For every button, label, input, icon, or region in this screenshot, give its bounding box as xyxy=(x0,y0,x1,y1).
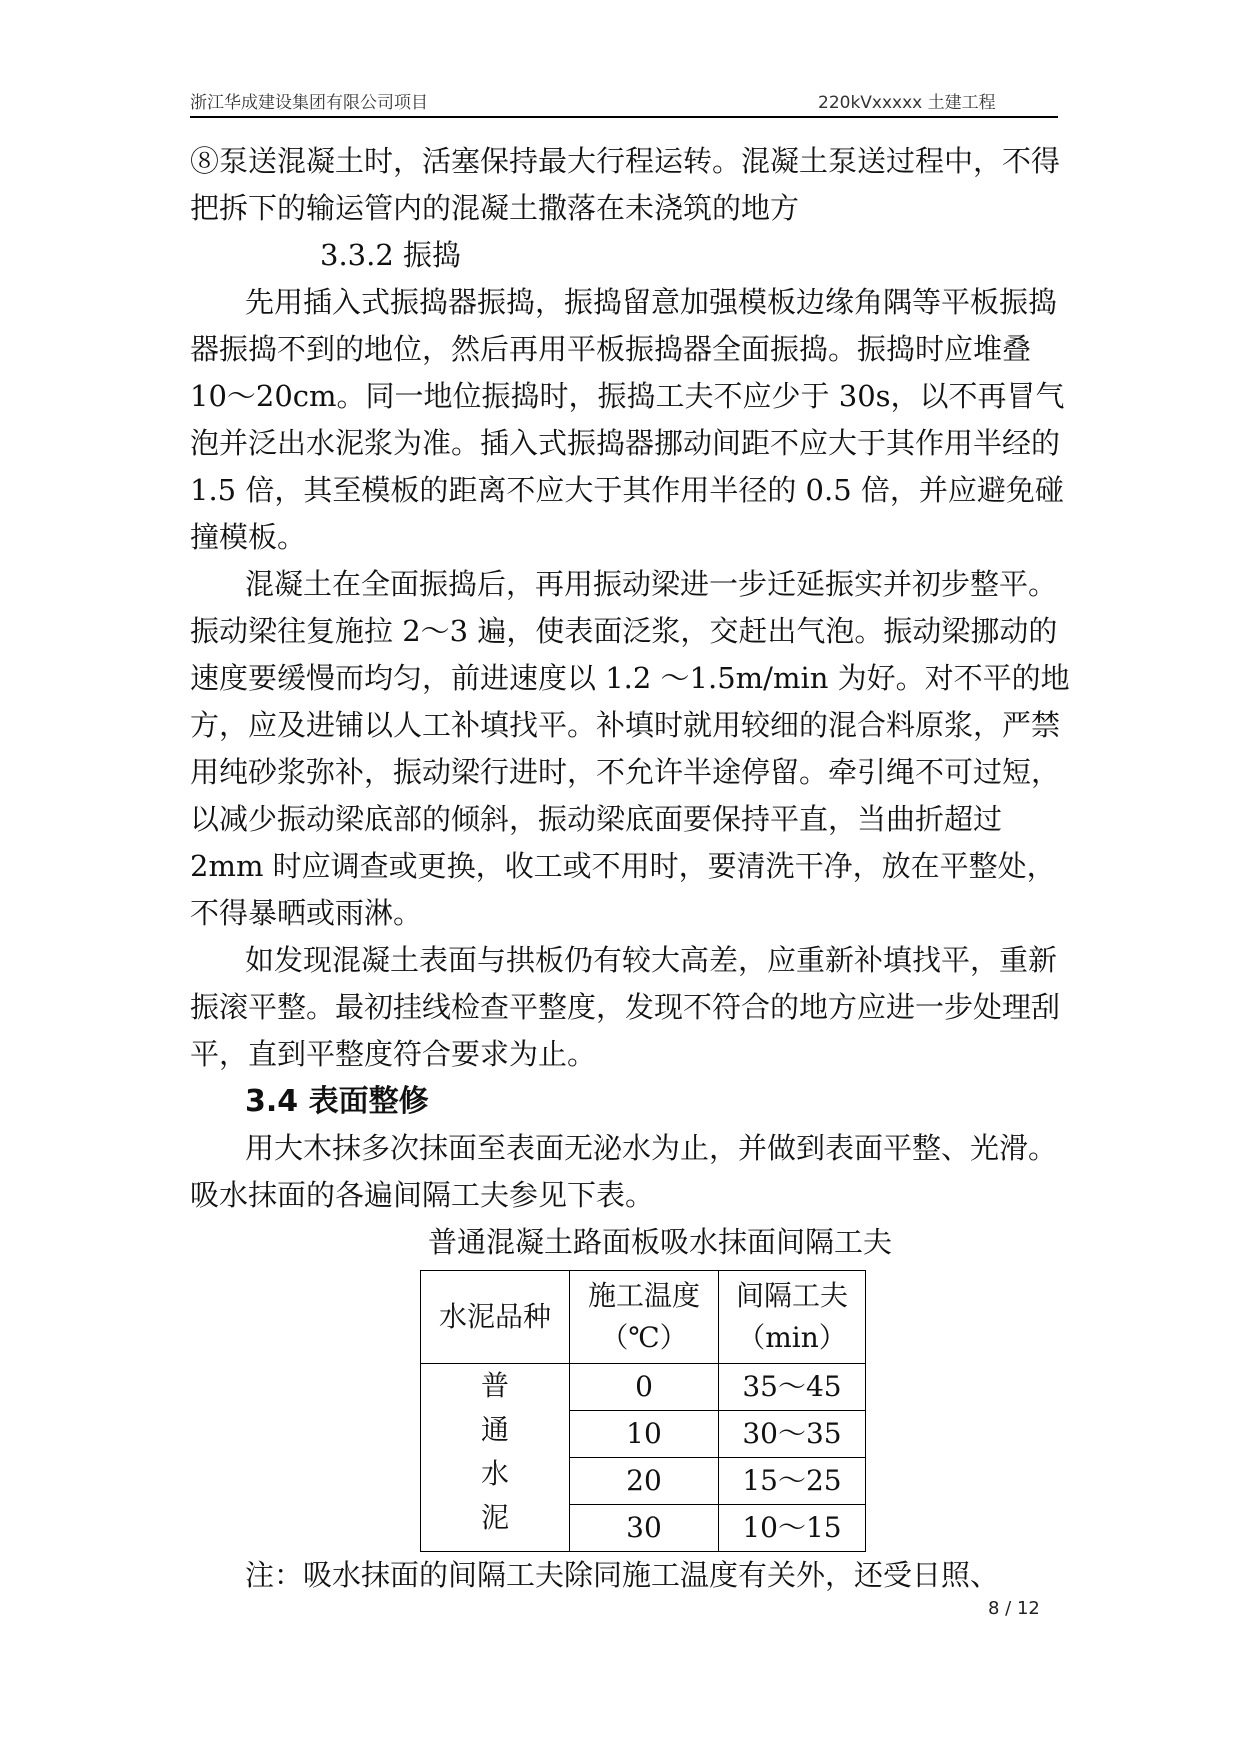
cement-type-char: 普 xyxy=(480,1369,509,1402)
paragraph-pumping: ⑧泵送混凝土时，活塞保持最大行程运转。混凝土泵送过程中，不得把拆下的输运管内的混凝土撒落在未浇筑的地方 xyxy=(190,144,1061,225)
paragraph-surface-finishing: 用大木抹多次抹面至表面无泌水为止，并做到表面平整、光滑。吸水抹面的各遍间隔工夫参见下表。 xyxy=(190,1131,1058,1212)
table-caption: 普通混凝土路面板吸水抹面间隔工夫 xyxy=(427,1225,892,1259)
interval-cell: 15～25 xyxy=(719,1458,866,1505)
table-row xyxy=(421,1364,866,1411)
cement-type-char: 通 xyxy=(480,1413,509,1446)
temperature-cell: 0 xyxy=(570,1364,719,1411)
cement-type-char: 泥 xyxy=(480,1501,509,1534)
header-cell-line: （min） xyxy=(737,1321,847,1354)
header-company: 浙江华成建设集团有限公司项目 xyxy=(190,93,428,113)
temperature-cell: 20 xyxy=(570,1458,719,1505)
header-cell-line: 间隔工夫 xyxy=(735,1279,848,1312)
section-heading-vibration: 3.3.2 振捣 xyxy=(320,238,462,272)
header-cell-line: 水泥品种 xyxy=(438,1300,551,1333)
page-header xyxy=(190,86,1058,118)
temperature-cell: 10 xyxy=(570,1411,719,1458)
interval-cell: 35～45 xyxy=(719,1364,866,1411)
paragraph-vibration: 先用插入式振捣器振捣，振捣留意加强模板边缘角隅等平板振捣器振捣不到的地位，然后再用平板振捣器全面振捣。振捣时应堆叠 10～20cm。同一地位振捣时，振捣工夫不应少于 30s，以不再冒气泡并泛出水泥浆为准。插入式振捣器挪动间距不应大于其作用半经的 1.5 倍，其至模板的距离不应大于其作用半径的 0.5 倍，并应避免碰撞模板。 xyxy=(190,285,1065,554)
cement-type-char: 水 xyxy=(480,1457,509,1490)
header-cell-cement-type xyxy=(421,1271,570,1364)
header-project: 220kVxxxxx 土建工程 xyxy=(818,93,996,113)
paragraph-vibrating-beam: 混凝土在全面振捣后，再用振动梁进一步迁延振实并初步整平。振动梁往复施拉 2～3 遍，使表面泛浆，交赶出气泡。振动梁挪动的速度要缓慢而均匀，前进速度以 1.2 ～1.5m/min 为好。对不平的地方，应及进铺以人工补填找平。补填时就用较细的混合料原浆，严禁用纯砂浆弥补，振动梁行进时，不允许半途停留。牵引绳不可过短，以减少振动梁底部的倾斜，振动梁底面要保持平直，当曲折超过 2mm 时应调查或更换，收工或不用时，要清洗干净，放在平整处，不得暴晒或雨淋。 xyxy=(190,567,1070,930)
table-header-row xyxy=(421,1271,866,1364)
interval-cell: 30～35 xyxy=(719,1411,866,1458)
section-heading-surface-finishing: 3.4 表面整修 xyxy=(245,1084,429,1119)
interval-table xyxy=(420,1270,866,1552)
cement-type-cell xyxy=(421,1364,570,1552)
table-note: 注：吸水抹面的间隔工夫除同施工温度有关外，还受日照、 xyxy=(245,1558,1000,1592)
temperature-cell: 30 xyxy=(570,1505,719,1552)
interval-cell: 10～15 xyxy=(719,1505,866,1552)
header-cell-temperature xyxy=(570,1271,719,1364)
header-cell-line: 施工温度 xyxy=(587,1279,700,1312)
header-cell-interval xyxy=(719,1271,866,1364)
paragraph-leveling: 如发现混凝土表面与拱板仍有较大高差，应重新补填找平，重新振滚平整。最初挂线检查平整度，发现不符合的地方应进一步处理刮平，直到平整度符合要求为止。 xyxy=(190,943,1061,1071)
page-number: 8 / 12 xyxy=(988,1598,1040,1619)
header-cell-line: （℃） xyxy=(600,1321,688,1354)
document-body xyxy=(190,138,1070,1599)
